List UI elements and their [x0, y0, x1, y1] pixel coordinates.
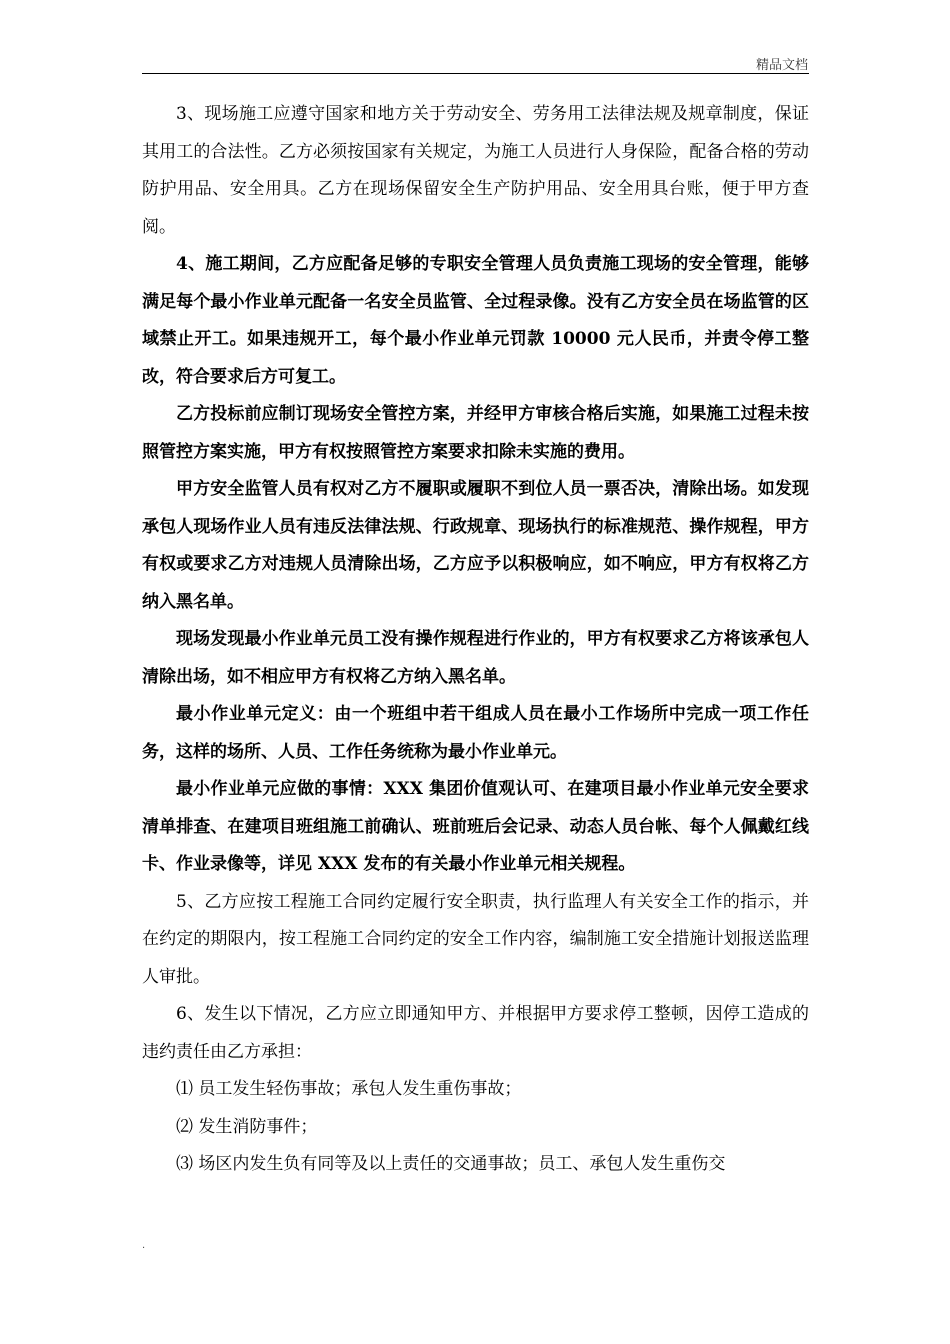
paragraph-4: 4、施工期间，乙方应配备足够的专职安全管理人员负责施工现场的安全管理，能够满足每个最小作业单元配备一名安全员监管、全过程录像。没有乙方安全员在场监管的区域禁止开工。如果违规开工，每个最小作业单元罚款 10000 元人民币，并责令停工整改，符合要求后方可复工。	[142, 254, 809, 387]
paragraph-6: 6、发生以下情况，乙方应立即通知甲方、并根据甲方要求停工整顿，因停工造成的违约责任由乙方承担：	[142, 1004, 809, 1062]
list-item-1: ⑴ 员工发生轻伤事故；承包人发生重伤事故；	[176, 1079, 522, 1099]
header-divider	[142, 73, 809, 74]
paragraph-safety-plan: 乙方投标前应制订现场安全管控方案，并经甲方审核合格后实施，如果施工过程未按照管控方案实施，甲方有权按照管控方案要求扣除未实施的费用。	[142, 404, 809, 462]
list-item-2: ⑵ 发生消防事件；	[176, 1116, 318, 1137]
list-item-3: ⑶ 场区内发生负有同等及以上责任的交通事故；员工、承包人发生重伤交	[176, 1154, 726, 1174]
paragraph-unit-definition: 最小作业单元定义：由一个班组中若干组成人员在最小工作场所中完成一项工作任务，这样的场所、人员、工作任务统称为最小作业单元。	[142, 704, 809, 762]
header-label: 精品文档	[755, 58, 808, 73]
paragraph-3: 3、现场施工应遵守国家和地方关于劳动安全、劳务用工法律法规及规章制度，保证其用工的合法性。乙方必须按国家有关规定，为施工人员进行人身保险，配备合格的劳动防护用品、安全用具。乙方在现场保留安全生产防护用品、安全用具台账，便于甲方查阅。	[142, 104, 809, 237]
paragraph-supervisor-veto: 甲方安全监管人员有权对乙方不履职或履职不到位人员一票否决，清除出场。如发现承包人现场作业人员有违反法律法规、行政规章、现场执行的标准规范、操作规程，甲方有权或要求乙方对违规人员清除出场，乙方应予以积极响应，如不响应，甲方有权将乙方纳入黑名单。	[142, 479, 809, 612]
paragraph-no-procedure: 现场发现最小作业单元员工没有操作规程进行作业的，甲方有权要求乙方将该承包人清除出场，如不相应甲方有权将乙方纳入黑名单。	[142, 629, 809, 687]
document-body	[142, 96, 809, 1184]
paragraph-5: 5、乙方应按工程施工合同约定履行安全职责，执行监理人有关安全工作的指示，并在约定的期限内，按工程施工合同约定的安全工作内容，编制施工安全措施计划报送监理人审批。	[142, 891, 809, 987]
footer-mark: .	[142, 1240, 146, 1251]
paragraph-unit-tasks: 最小作业单元应做的事情：XXX 集团价值观认可、在建项目最小作业单元安全要求清单排查、在建项目班组施工前确认、班前班后会记录、动态人员台帐、每个人佩戴红线卡、作业录像等，详见 XXX 发布的有关最小作业单元相关规程。	[142, 779, 809, 874]
